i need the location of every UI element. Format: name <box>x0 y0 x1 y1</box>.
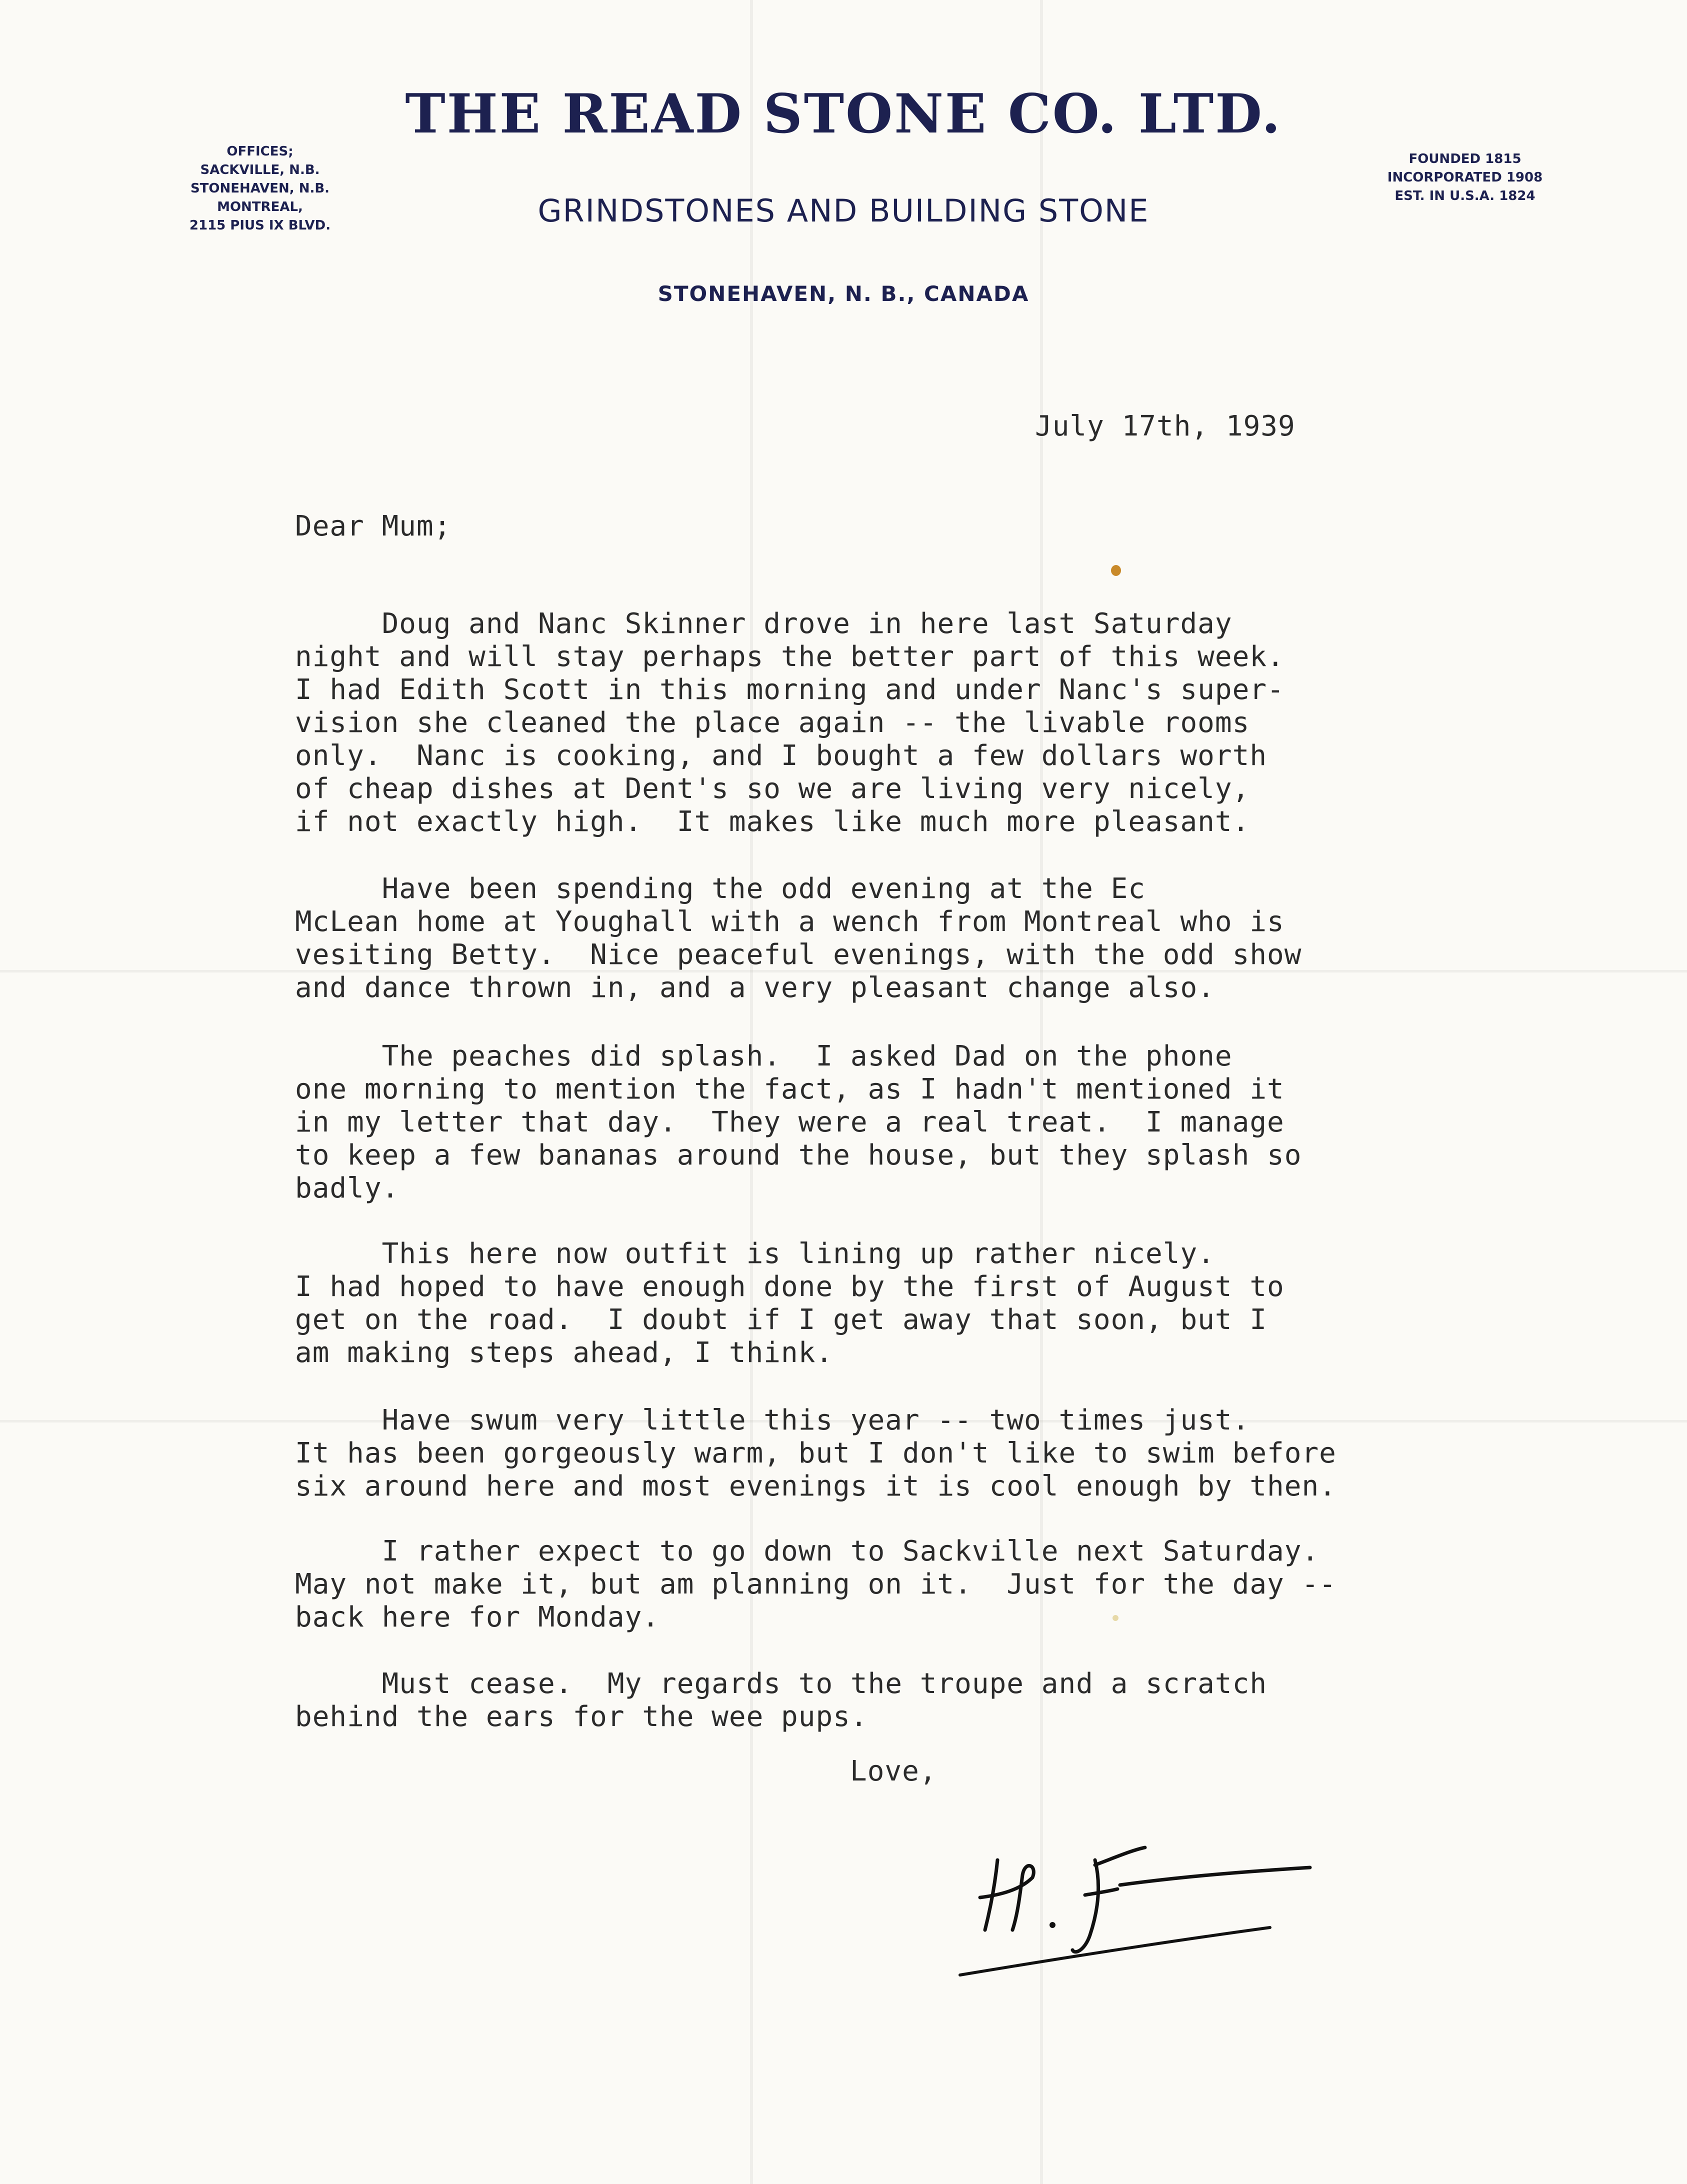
letter-date: July 17th, 1939 <box>1035 410 1296 442</box>
text-line: if not exactly high. It makes like much more pleasant. <box>295 806 1250 838</box>
text-line: McLean home at Youghall with a wench from Montreal who is <box>295 906 1284 938</box>
paragraph <box>295 1238 1284 1370</box>
text-line: to keep a few bananas around the house, but they splash so <box>295 1139 1302 1172</box>
text-line: vesiting Betty. Nice peaceful evenings, with the odd show <box>295 938 1302 971</box>
paragraph <box>295 608 1284 838</box>
text-line: back here for Monday. <box>295 1601 660 1634</box>
text-line: only. Nanc is cooking, and I bought a few dollars worth <box>295 740 1268 772</box>
text-line: May not make it, but am planning on it. Just for the day -- <box>295 1568 1336 1600</box>
text-line: of cheap dishes at Dent's so we are living very nicely, <box>295 772 1250 805</box>
history-line: INCORPORATED 1908 <box>1387 170 1543 185</box>
history-line: EST. IN U.S.A. 1824 <box>1394 188 1536 204</box>
paragraph <box>295 1040 1302 1205</box>
offices-list <box>145 142 375 235</box>
text-line: Have swum very little this year -- two times just. <box>295 1404 1250 1436</box>
offices-line: MONTREAL, <box>217 200 303 214</box>
company-location: STONEHAVEN, N. B., CANADA <box>658 282 1030 306</box>
salutation: Dear Mum; <box>295 510 452 542</box>
paragraph <box>295 1404 1336 1503</box>
text-line: It has been gorgeously warm, but I don't like to swim before <box>295 1437 1336 1470</box>
text-line: behind the ears for the wee pups. <box>295 1700 868 1733</box>
paragraph <box>295 1535 1336 1634</box>
text-line: Must cease. My regards to the troupe and a scratch <box>295 1668 1268 1700</box>
text-line: get on the road. I doubt if I get away that soon, but I <box>295 1304 1268 1336</box>
text-line: badly. <box>295 1172 400 1204</box>
text-line: one morning to mention the fact, as I hadn't mentioned it <box>295 1073 1284 1106</box>
offices-line: 2115 PIUS IX BLVD. <box>189 218 331 233</box>
text-line: in my letter that day. They were a real treat. I manage <box>295 1106 1284 1138</box>
text-line: night and will stay perhaps the better part of this week. <box>295 640 1284 673</box>
text-line: vision she cleaned the place again -- the livable rooms <box>295 706 1250 739</box>
text-line: six around here and most evenings it is cool enough by then. <box>295 1470 1336 1502</box>
text-line: I had hoped to have enough done by the first of August to <box>295 1270 1284 1303</box>
text-line: Doug and Nanc Skinner drove in here last Saturday <box>295 608 1232 640</box>
handwritten-signature <box>950 1830 1330 1980</box>
text-line: I had Edith Scott in this morning and under Nanc's super- <box>295 674 1284 706</box>
paragraph <box>295 1668 1267 1734</box>
closing: Love, <box>850 1755 937 1788</box>
text-line: This here now outfit is lining up rather nicely. <box>295 1238 1215 1270</box>
history-line: FOUNDED 1815 <box>1408 152 1522 166</box>
offices-line: OFFICES; <box>226 144 294 159</box>
text-line: The peaches did splash. I asked Dad on the phone <box>295 1040 1232 1072</box>
text-line: am making steps ahead, I think. <box>295 1336 834 1369</box>
paragraph <box>295 872 1302 1004</box>
company-tagline: GRINDSTONES AND BUILDING STONE <box>538 192 1150 229</box>
offices-line: SACKVILLE, N.B. <box>200 162 320 178</box>
text-line: I rather expect to go down to Sackville next Saturday. <box>295 1535 1320 1568</box>
text-line: Have been spending the odd evening at the Ec <box>295 872 1146 905</box>
company-name: THE READ STONE CO. LTD. <box>405 82 1282 146</box>
company-history <box>1340 150 1590 206</box>
ink-spot <box>1111 565 1121 576</box>
text-line: and dance thrown in, and a very pleasant change also. <box>295 972 1215 1004</box>
offices-line: STONEHAVEN, N.B. <box>190 181 330 196</box>
